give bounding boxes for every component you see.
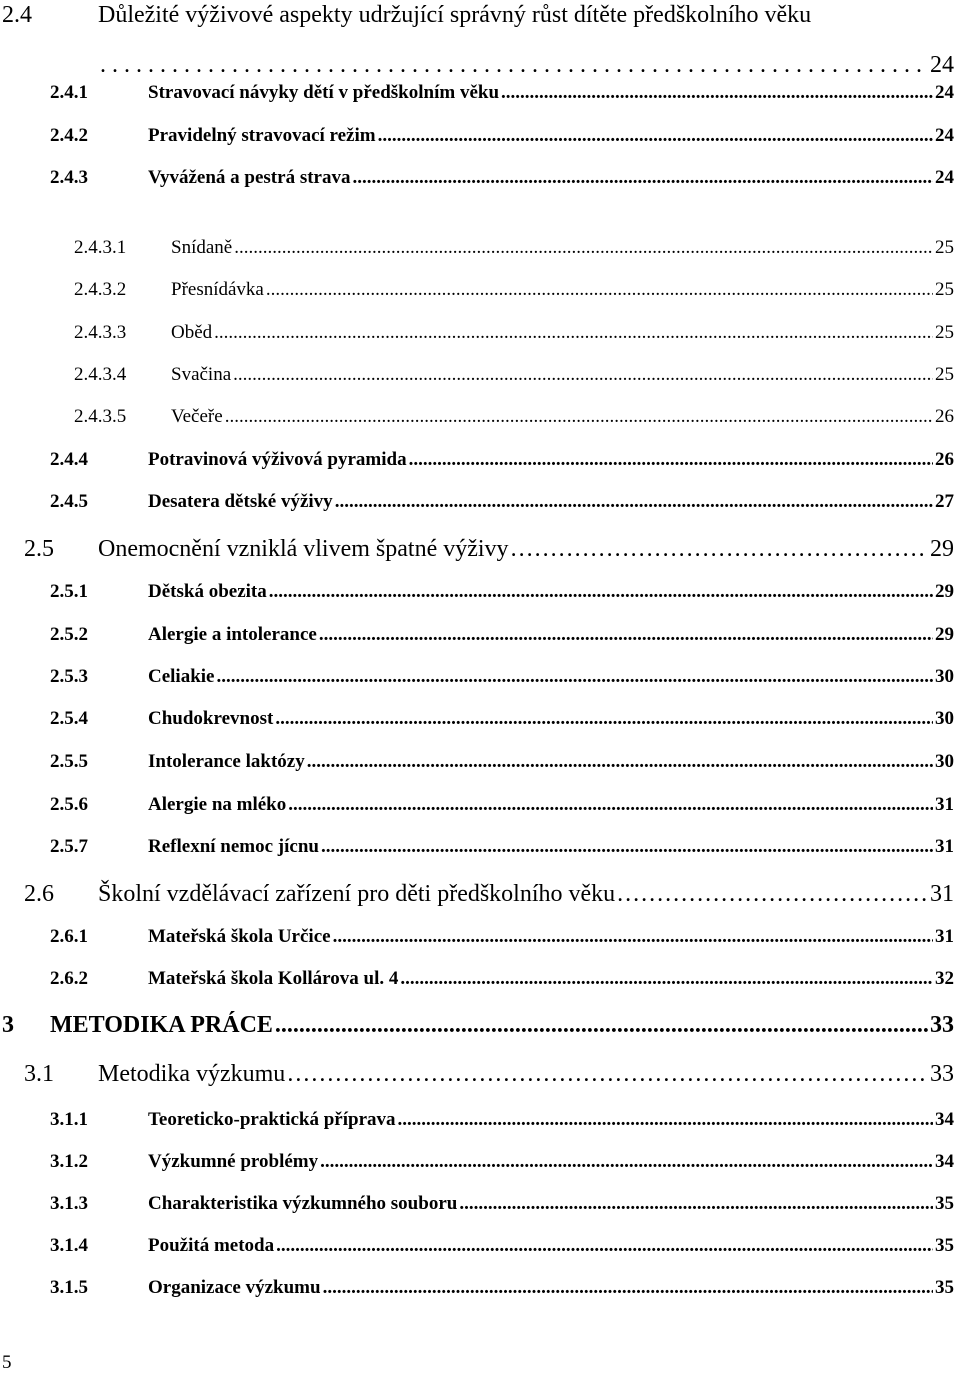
- toc-entry-leader-line: [148, 1235, 954, 1257]
- toc-entry[interactable]: [0, 624, 960, 664]
- toc-entry-page: 25: [935, 322, 954, 343]
- toc-entry-number: 2.5.6: [50, 794, 88, 815]
- toc-entry[interactable]: [0, 125, 960, 165]
- toc-entry[interactable]: [0, 1235, 960, 1275]
- toc-entry-title: Teoreticko-praktická příprava: [148, 1109, 396, 1130]
- dot-leader: [287, 1061, 928, 1088]
- toc-entry-title: Oběd: [171, 322, 213, 343]
- toc-entry-title: Desatera dětské výživy: [148, 491, 333, 512]
- toc-entry-leader-line: [98, 52, 954, 79]
- toc-entry-title: Dětská obezita: [148, 581, 267, 602]
- dot-leader: [319, 624, 933, 646]
- toc-entry-number: 2.4.5: [50, 491, 88, 512]
- toc-entry[interactable]: [0, 449, 960, 489]
- dot-leader: [214, 322, 933, 344]
- toc-entry-number: 2.5.5: [50, 751, 88, 772]
- toc-entry-title: Celiakie: [148, 666, 215, 687]
- toc-entry-page: 35: [935, 1193, 954, 1214]
- dot-leader: [233, 364, 933, 386]
- toc-entry-page: 32: [935, 968, 954, 989]
- toc-entry-number: 2.4.3.3: [74, 322, 127, 343]
- toc-entry-leader-line: [148, 1151, 954, 1173]
- dot-leader: [352, 167, 933, 189]
- toc-entry-number: 2.4.3: [50, 167, 88, 188]
- toc-entry-leader-line: [148, 926, 954, 948]
- toc-entry-title: METODIKA PRÁCE: [50, 1012, 273, 1038]
- toc-entry-page: 24: [935, 125, 954, 146]
- toc-entry-page: 29: [930, 536, 954, 562]
- toc-entry-leader-line: [148, 836, 954, 858]
- toc-entry[interactable]: [0, 836, 960, 876]
- toc-entry-title: Mateřská škola Kollárova ul. 4: [148, 968, 399, 989]
- toc-entry-number: 2.6.2: [50, 968, 88, 989]
- toc-entry[interactable]: [0, 1012, 960, 1052]
- toc-entry-number: 2.5.4: [50, 708, 88, 729]
- toc-entry-title: Vyvážená a pestrá strava: [148, 167, 351, 188]
- toc-entry-leader-line: [148, 449, 954, 471]
- toc-entry-page: 31: [930, 881, 954, 907]
- toc-entry-leader-line: [148, 968, 954, 990]
- toc-entry-page: 33: [930, 1061, 954, 1087]
- toc-entry-leader-line: [148, 1277, 954, 1299]
- toc-entry-leader-line: [171, 279, 954, 301]
- toc-entry[interactable]: [0, 2, 960, 82]
- toc-entry[interactable]: [0, 491, 960, 531]
- toc-entry-page: 35: [935, 1277, 954, 1298]
- toc-entry-page: 24: [935, 167, 954, 188]
- toc-entry-page: 29: [935, 624, 954, 645]
- dot-leader: [266, 279, 933, 301]
- toc-entry-number: 3.1.4: [50, 1235, 88, 1256]
- toc-entry-title: Svačina: [171, 364, 232, 385]
- toc-entry-leader-line: [148, 1193, 954, 1215]
- toc-entry-number: 3.1.1: [50, 1109, 88, 1130]
- toc-entry[interactable]: [0, 1109, 960, 1149]
- toc-entry-leader-line: [148, 82, 954, 104]
- toc-entry-title: Přesnídávka: [171, 279, 264, 300]
- toc-entry-title: Intolerance laktózy: [148, 751, 305, 772]
- toc-entry-title: Alergie na mléko: [148, 794, 287, 815]
- toc-entry-title: Stravovací návyky dětí v předškolním věku: [148, 82, 500, 103]
- dot-leader: [459, 1193, 933, 1215]
- toc-entry-number: 2.4.1: [50, 82, 88, 103]
- toc-entry-number: 3.1: [24, 1061, 54, 1087]
- toc-entry-page: 30: [935, 708, 954, 729]
- toc-entry[interactable]: [0, 708, 960, 748]
- dot-leader: [307, 751, 933, 773]
- toc-entry-leader-line: [148, 1109, 954, 1131]
- toc-entry-leader-line: [148, 125, 954, 147]
- toc-entry-title: Organizace výzkumu: [148, 1277, 321, 1298]
- toc-entry-number: 2.5.3: [50, 666, 88, 687]
- toc-entry-page: 25: [935, 237, 954, 258]
- toc-entry-number: 3.1.5: [50, 1277, 88, 1298]
- toc-entry-number: 3.1.2: [50, 1151, 88, 1172]
- dot-leader: [275, 708, 933, 730]
- toc-entry-page: 24: [935, 82, 954, 103]
- toc-entry-page: 30: [935, 751, 954, 772]
- toc-entry[interactable]: [0, 581, 960, 621]
- toc-entry-leader-line: [171, 406, 954, 428]
- toc-entry-title: Důležité výživové aspekty udržující správný růst dítěte předškolního věku: [98, 2, 812, 28]
- toc-entry-number: 2.6.1: [50, 926, 88, 947]
- dot-leader: [288, 794, 933, 816]
- toc-entry-leader-line: [148, 708, 954, 730]
- toc-entry-page: 27: [935, 491, 954, 512]
- toc-entry-number: 3.1.3: [50, 1193, 88, 1214]
- toc-entry-page: 34: [935, 1151, 954, 1172]
- dot-leader: [275, 1012, 928, 1039]
- toc-entry[interactable]: [0, 406, 960, 446]
- toc-entry-number: 2.4.3.1: [74, 237, 127, 258]
- toc-entry-page: 29: [935, 581, 954, 602]
- toc-entry-number: 2.4.4: [50, 449, 88, 470]
- toc-entry-number: 2.4.2: [50, 125, 88, 146]
- page-number: 5: [2, 1352, 12, 1373]
- toc-entry[interactable]: [0, 82, 960, 122]
- toc-entry-title: Mateřská škola Určice: [148, 926, 331, 947]
- toc-entry-title: Chudokrevnost: [148, 708, 274, 729]
- toc-entry[interactable]: [0, 1277, 960, 1317]
- dot-leader: [617, 881, 928, 908]
- toc-entry[interactable]: [0, 751, 960, 791]
- toc-entry-leader-line: [148, 491, 954, 513]
- toc-entry-number: 2.6: [24, 881, 54, 907]
- toc-entry-leader-line: [171, 237, 954, 259]
- dot-leader: [321, 836, 933, 858]
- toc-entry[interactable]: [0, 1151, 960, 1191]
- toc-entry-title: Večeře: [171, 406, 223, 427]
- dot-leader: [409, 449, 933, 471]
- dot-leader: [234, 237, 933, 259]
- toc-entry-leader-line: [148, 666, 954, 688]
- toc-entry-page: 26: [935, 406, 954, 427]
- toc-entry-leader-line: [148, 751, 954, 773]
- toc-entry-number: 2.4.3.5: [74, 406, 127, 427]
- dot-leader: [511, 536, 928, 563]
- toc-entry[interactable]: [0, 968, 960, 1008]
- dot-leader: [335, 491, 933, 513]
- toc-entry[interactable]: [0, 364, 960, 404]
- toc-entry-title: Metodika výzkumu: [98, 1061, 286, 1087]
- toc-entry[interactable]: [0, 279, 960, 319]
- toc-entry-leader-line: [171, 322, 954, 344]
- toc-entry-page: 33: [930, 1012, 954, 1038]
- toc-entry-number: 2.4: [2, 2, 32, 28]
- toc-entry-leader-line: [98, 881, 954, 908]
- toc-entry-title: Potravinová výživová pyramida: [148, 449, 407, 470]
- toc-entry[interactable]: [0, 794, 960, 834]
- toc-entry[interactable]: [0, 926, 960, 966]
- dot-leader: [225, 406, 933, 428]
- toc-entry-page: 26: [935, 449, 954, 470]
- dot-leader: [501, 82, 933, 104]
- toc-entry-title: Onemocnění vzniklá vlivem špatné výživy: [98, 536, 509, 562]
- toc-entry-leader-line: [148, 794, 954, 816]
- dot-leader: [320, 1151, 933, 1173]
- toc-entry-leader-line: [50, 1012, 954, 1039]
- toc-entry-title: Reflexní nemoc jícnu: [148, 836, 319, 857]
- toc-entry[interactable]: [0, 1193, 960, 1233]
- toc-entry-page: 31: [935, 794, 954, 815]
- toc-entry-number: 2.5.1: [50, 581, 88, 602]
- toc-entry-leader-line: [98, 536, 954, 563]
- toc-entry-page: 24: [930, 52, 954, 78]
- toc-entry[interactable]: [0, 536, 960, 576]
- toc-entry-number: 3: [2, 1012, 14, 1038]
- toc-entry-title: Školní vzdělávací zařízení pro děti předškolního věku: [98, 881, 616, 907]
- toc-entry-number: 2.5.7: [50, 836, 88, 857]
- toc-entry-number: 2.4.3.4: [74, 364, 127, 385]
- toc-entry-title: Charakteristika výzkumného souboru: [148, 1193, 458, 1214]
- toc-entry-number: 2.5: [24, 536, 54, 562]
- toc-entry-leader-line: [148, 167, 954, 189]
- dot-leader: [398, 1109, 933, 1131]
- toc-entry-leader-line: [148, 624, 954, 646]
- toc-entry-page: 25: [935, 364, 954, 385]
- toc-entry-title: Pravidelný stravovací režim: [148, 125, 376, 146]
- toc-entry-page: 34: [935, 1109, 954, 1130]
- toc-entry[interactable]: [0, 322, 960, 362]
- dot-leader: [333, 926, 933, 948]
- toc-entry-number: 2.4.3.2: [74, 279, 127, 300]
- toc-entry-page: 35: [935, 1235, 954, 1256]
- dot-leader: [100, 52, 928, 79]
- toc-entry-title: Alergie a intolerance: [148, 624, 317, 645]
- toc-entry-page: 31: [935, 836, 954, 857]
- dot-leader: [400, 968, 933, 990]
- toc-entry-leader-line: [148, 581, 954, 603]
- toc-entry-number: 2.5.2: [50, 624, 88, 645]
- toc-entry[interactable]: [0, 1061, 960, 1101]
- toc-entry-title: Snídaně: [171, 237, 233, 258]
- dot-leader: [378, 125, 933, 147]
- dot-leader: [323, 1277, 933, 1299]
- toc-entry[interactable]: [0, 881, 960, 921]
- toc-entry-title: Výzkumné problémy: [148, 1151, 319, 1172]
- toc-entry[interactable]: [0, 666, 960, 706]
- dot-leader: [217, 666, 934, 688]
- toc-entry-page: 25: [935, 279, 954, 300]
- dot-leader: [276, 1235, 933, 1257]
- toc-entry[interactable]: [0, 167, 960, 207]
- toc-entry-leader-line: [171, 364, 954, 386]
- dot-leader: [269, 581, 933, 603]
- toc-entry[interactable]: [0, 237, 960, 277]
- toc-entry-leader-line: [98, 1061, 954, 1088]
- toc-entry-title: Použitá metoda: [148, 1235, 275, 1256]
- toc-entry-page: 30: [935, 666, 954, 687]
- toc-entry-page: 31: [935, 926, 954, 947]
